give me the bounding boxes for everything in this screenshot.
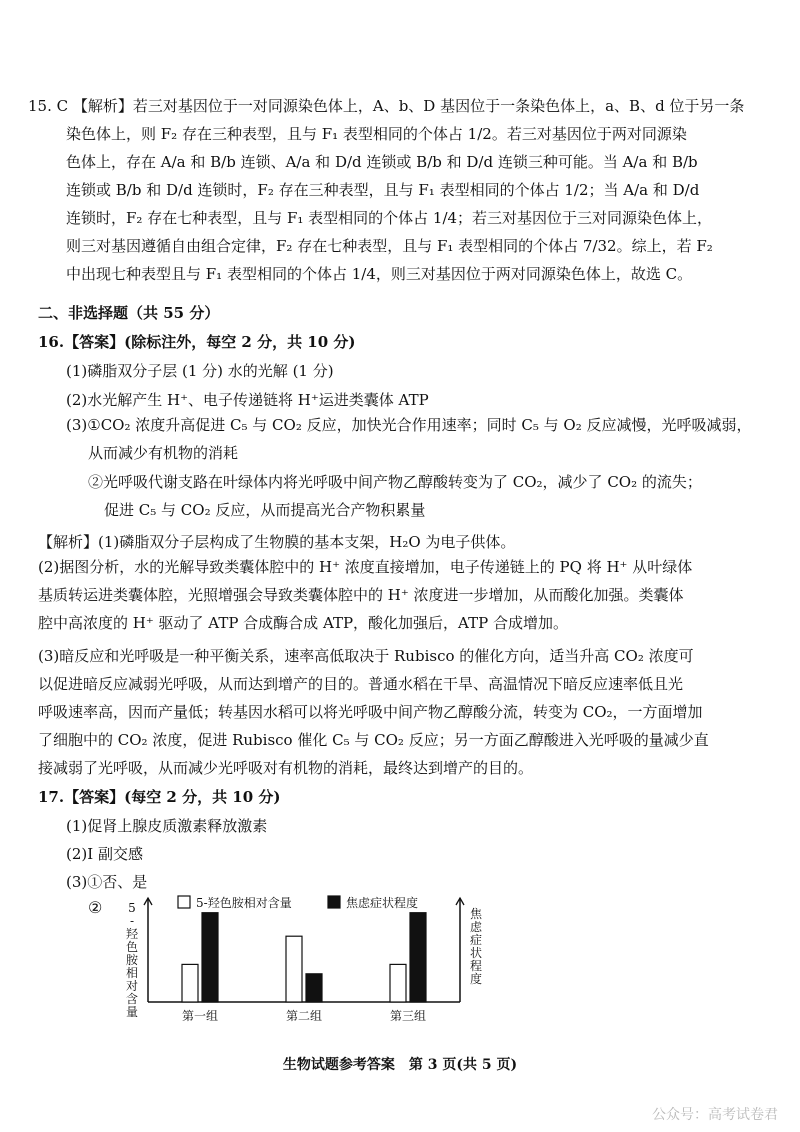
q16-answer-2: (2)水光解产生 H⁺、电子传递链将 H⁺运进类囊体 ATP <box>66 391 429 409</box>
bar-serotonin <box>286 936 302 1002</box>
q16-explanation-3-line: 呼吸速率高，因而产量低；转基因水稻可以将光呼吸中间产物乙醇酸分流，转变为 CO₂，一方面增加 <box>38 703 703 721</box>
q16-explanation-3-line: (3)暗反应和光呼吸是一种平衡关系，速率高低取决于 Rubisco 的催化方向，适当升高 CO₂ 浓度可 <box>38 647 694 665</box>
q16-answer-1: (1)磷脂双分子层 (1 分) 水的光解 (1 分) <box>66 362 334 380</box>
q16-answer-3-line: (3)①CO₂ 浓度升高促进 C₅ 与 CO₂ 反应，加快光合作用速率；同时 C₅ 与 O₂ 反应减慢，光呼吸减弱， <box>66 416 752 434</box>
q16-explanation-3-line: 了细胞中的 CO₂ 浓度，促进 Rubisco 催化 C₅ 与 CO₂ 反应；另一方面乙醇酸进入光呼吸的量减少直 <box>38 731 709 749</box>
y2-axis-label: 焦 <box>469 907 483 921</box>
q15-line: 连锁时，F₂ 存在七种表型，且与 F₁ 表型相同的个体占 1/4；若三对基因位于三对同源染色体上， <box>66 209 713 227</box>
q16-header: 16.【答案】(除标注外，每空 2 分，共 10 分) <box>38 333 356 351</box>
y-axis-label: - <box>129 914 135 928</box>
y2-axis-label: 程 <box>469 959 483 973</box>
q16-explanation-2 <box>38 553 768 637</box>
q16-answer-3 <box>66 411 766 467</box>
q15-line: 色体上，存在 A/a 和 B/b 连锁、A/a 和 D/d 连锁或 B/b 和 D/d 连锁三种可能。当 A/a 和 B/b <box>66 153 698 171</box>
q15-explanation <box>28 92 778 288</box>
q16-explanation-2-line: (2)据图分析，水的光解导致类囊体腔中的 H⁺ 浓度直接增加，电子传递链上的 PQ 将 H⁺ 从叶绿体 <box>38 558 693 576</box>
q16-answer-3b-line: ②光呼吸代谢支路在叶绿体内将光呼吸中间产物乙醇酸转变为了 CO₂，减少了 CO₂ 的流失； <box>88 473 702 491</box>
q17-header: 17.【答案】(每空 2 分，共 10 分) <box>38 788 281 806</box>
watermark: 公众号：高考试卷君 <box>652 1107 778 1123</box>
category-label: 第三组 <box>389 1009 427 1023</box>
q16-explanation-2-line: 腔中高浓度的 H⁺ 驱动了 ATP 合成酶合成 ATP，酸化加强后，ATP 合成增加。 <box>38 614 568 632</box>
legend-swatch <box>178 896 190 908</box>
q16-explanation-3 <box>38 642 768 782</box>
q16-answer-3-line: 从而减少有机物的消耗 <box>88 444 239 462</box>
y-axis-label: 胺 <box>125 953 139 967</box>
q16-answer-3b <box>88 468 768 524</box>
category-label: 第一组 <box>181 1009 219 1023</box>
bar-chart <box>118 890 498 1030</box>
y-axis-label: 色 <box>125 940 139 954</box>
bar-anxiety <box>202 913 218 1002</box>
y2-axis-label: 状 <box>469 946 483 960</box>
page-footer: 生物试题参考答案 第 3 页(共 5 页) <box>282 1057 518 1073</box>
y2-axis-label: 症 <box>469 933 483 947</box>
y-axis-label: 5 <box>128 901 136 915</box>
y-axis-label: 相 <box>125 966 139 980</box>
q16-answer-3b-line: 促进 C₅ 与 CO₂ 反应，从而提高光合产物积累量 <box>104 501 426 519</box>
legend-swatch <box>328 896 340 908</box>
y2-axis-label: 度 <box>469 972 483 986</box>
q17-answer-1: (1)促肾上腺皮质激素释放激素 <box>66 817 268 835</box>
y-axis-label: 量 <box>125 1005 139 1019</box>
q17-answer-3b-marker: ② <box>88 898 103 917</box>
q15-line: 染色体上，则 F₂ 存在三种表型，且与 F₁ 表型相同的个体占 1/2。若三对基因位于两对同源染 <box>66 125 687 143</box>
bar-anxiety <box>410 913 426 1002</box>
bar-serotonin <box>182 964 198 1002</box>
q15-line: 中出现七种表型且与 F₁ 表型相同的个体占 1/4，则三对基因位于两对同源染色体上，故选 C。 <box>66 265 693 283</box>
bar-chart-svg <box>118 890 498 1030</box>
y-axis-label: 含 <box>125 992 139 1006</box>
q16-explanation-2-line: 基质转运进类囊体腔，光照增强会导致类囊体腔中的 H⁺ 浓度进一步增加，从而酸化加强。类囊体 <box>38 586 684 604</box>
q17-answer-3: (3)①否、是 <box>66 873 148 891</box>
legend-label: 焦虑症状程度 <box>346 896 419 910</box>
q15-line: 连锁或 B/b 和 D/d 连锁时，F₂ 存在三种表型，且与 F₁ 表型相同的个体占 1/2；当 A/a 和 D/d <box>66 181 700 199</box>
section-heading: 二、非选择题（共 55 分） <box>38 304 220 322</box>
q15-line: 15. C 【解析】若三对基因位于一对同源染色体上，A、b、D 基因位于一条染色体上，a、B、d 位于另一条 <box>28 97 745 115</box>
legend-label: 5-羟色胺相对含量 <box>196 896 292 910</box>
q16-explanation-3-line: 以促进暗反应减弱光呼吸，从而达到增产的目的。普通水稻在干旱、高温情况下暗反应速率低且光 <box>38 675 684 693</box>
q15-line: 则三对基因遵循自由组合定律，F₂ 存在七种表型，且与 F₁ 表型相同的个体占 7/32。综上，若 F₂ <box>66 237 713 255</box>
y-axis-label: 羟 <box>125 927 139 941</box>
q17-answer-2: (2)Ⅰ 副交感 <box>66 845 143 863</box>
bar-serotonin <box>390 964 406 1002</box>
y2-axis-label: 虑 <box>469 920 483 934</box>
y-axis-label: 对 <box>125 979 139 993</box>
q16-explanation-3-line: 接减弱了光呼吸，从而减少光呼吸对有机物的消耗，最终达到增产的目的。 <box>38 759 534 777</box>
category-label: 第二组 <box>285 1009 323 1023</box>
bar-anxiety <box>306 974 322 1002</box>
q16-explanation-1: 【解析】(1)磷脂双分子层构成了生物膜的基本支架，H₂O 为电子供体。 <box>38 533 516 551</box>
